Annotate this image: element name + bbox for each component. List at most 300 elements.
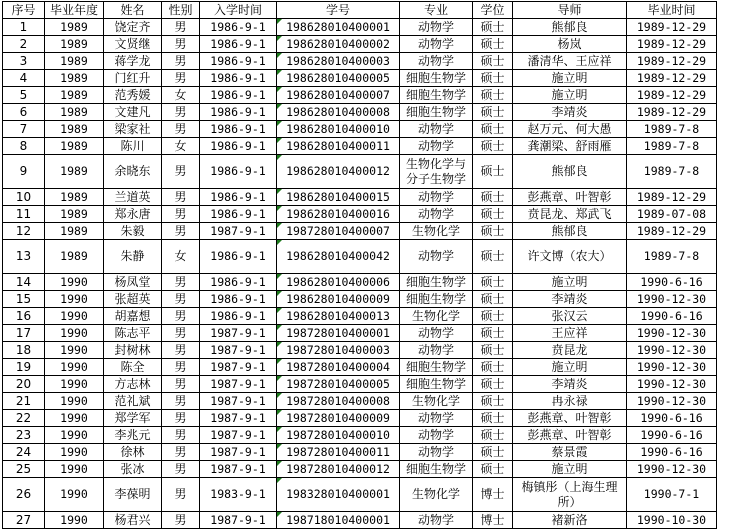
- cell-major[interactable]: 动物学: [400, 121, 473, 138]
- header-name[interactable]: 姓名: [104, 2, 162, 19]
- cell-grad-year[interactable]: 1990: [45, 308, 104, 325]
- cell-grad-year[interactable]: 1990: [45, 376, 104, 393]
- cell-grad-date[interactable]: 1989-7-8: [627, 138, 717, 155]
- cell-sex[interactable]: 男: [162, 189, 200, 206]
- cell-sex[interactable]: 男: [162, 427, 200, 444]
- cell-major[interactable]: 细胞生物学: [400, 359, 473, 376]
- student-id-text: 198728010400008: [286, 393, 390, 408]
- cell-enroll-date[interactable]: 1986-9-1: [200, 19, 277, 36]
- student-id-text: 198628010400042: [286, 249, 390, 263]
- cell-grad-date[interactable]: 1990-6-16: [627, 274, 717, 291]
- cell-name[interactable]: 饶定齐: [104, 19, 162, 36]
- cell-sex[interactable]: 男: [162, 19, 200, 36]
- cell-advisor[interactable]: 潘清华、王应祥: [513, 53, 627, 70]
- cell-sex[interactable]: 男: [162, 359, 200, 376]
- cell-student-id[interactable]: [277, 342, 400, 359]
- cell-major[interactable]: 细胞生物学: [400, 376, 473, 393]
- cell-grad-year[interactable]: 1989: [45, 87, 104, 104]
- student-id-text: 198628010400001: [286, 19, 390, 34]
- cell-name[interactable]: 朱静: [104, 240, 162, 274]
- cell-degree[interactable]: 硕士: [473, 427, 513, 444]
- student-id-text: 198628010400012: [286, 164, 390, 178]
- header-sex[interactable]: 性别: [162, 2, 200, 19]
- cell-degree[interactable]: 硕士: [473, 461, 513, 478]
- cell-enroll-date[interactable]: 1987-9-1: [200, 427, 277, 444]
- cell-student-id[interactable]: [277, 87, 400, 104]
- cell-enroll-date[interactable]: 1986-9-1: [200, 53, 277, 70]
- cell-degree[interactable]: 硕士: [473, 189, 513, 206]
- cell-student-id[interactable]: [277, 359, 400, 376]
- cell-seq[interactable]: 1: [3, 19, 45, 36]
- text-number-warning-icon: [277, 291, 282, 296]
- cell-sex[interactable]: 男: [162, 36, 200, 53]
- cell-grad-year[interactable]: 1990: [45, 359, 104, 376]
- cell-grad-date[interactable]: 1989-07-08: [627, 206, 717, 223]
- cell-advisor[interactable]: 彭燕章、叶智彰: [513, 189, 627, 206]
- cell-student-id[interactable]: [277, 325, 400, 342]
- cell-major[interactable]: 动物学: [400, 36, 473, 53]
- cell-enroll-date[interactable]: 1986-9-1: [200, 155, 277, 189]
- table-row: [3, 36, 717, 53]
- cell-grad-year[interactable]: 1989: [45, 53, 104, 70]
- cell-student-id[interactable]: [277, 512, 400, 529]
- student-id-text: 198628010400009: [286, 291, 390, 306]
- cell-seq[interactable]: 4: [3, 70, 45, 87]
- cell-student-id[interactable]: [277, 19, 400, 36]
- cell-major[interactable]: 动物学: [400, 189, 473, 206]
- cell-advisor[interactable]: 李靖炎: [513, 291, 627, 308]
- cell-enroll-date[interactable]: 1986-9-1: [200, 291, 277, 308]
- cell-advisor[interactable]: 张汉云: [513, 308, 627, 325]
- cell-advisor[interactable]: 施立明: [513, 70, 627, 87]
- cell-sex[interactable]: 男: [162, 325, 200, 342]
- cell-name[interactable]: 朱毅: [104, 223, 162, 240]
- cell-grad-year[interactable]: 1990: [45, 478, 104, 512]
- cell-sex[interactable]: 男: [162, 478, 200, 512]
- cell-grad-year[interactable]: 1990: [45, 291, 104, 308]
- cell-grad-date[interactable]: 1990-12-30: [627, 342, 717, 359]
- cell-student-id[interactable]: [277, 223, 400, 240]
- cell-enroll-date[interactable]: 1987-9-1: [200, 393, 277, 410]
- cell-name[interactable]: 陈川: [104, 138, 162, 155]
- text-number-warning-icon: [277, 461, 282, 466]
- cell-name[interactable]: 方志林: [104, 376, 162, 393]
- cell-enroll-date[interactable]: 1983-9-1: [200, 478, 277, 512]
- cell-major[interactable]: 细胞生物学: [400, 70, 473, 87]
- cell-advisor[interactable]: 熊郁良: [513, 155, 627, 189]
- cell-student-id[interactable]: [277, 410, 400, 427]
- cell-grad-date[interactable]: 1990-12-30: [627, 461, 717, 478]
- cell-major[interactable]: 动物学: [400, 427, 473, 444]
- cell-degree[interactable]: 硕士: [473, 70, 513, 87]
- cell-grad-date[interactable]: 1990-10-30: [627, 512, 717, 529]
- cell-grad-date[interactable]: 1989-12-29: [627, 36, 717, 53]
- cell-grad-year[interactable]: 1989: [45, 223, 104, 240]
- cell-sex[interactable]: 男: [162, 104, 200, 121]
- cell-name[interactable]: 李兆元: [104, 427, 162, 444]
- cell-degree[interactable]: 硕士: [473, 444, 513, 461]
- cell-name[interactable]: 郑永唐: [104, 206, 162, 223]
- cell-seq[interactable]: 16: [3, 308, 45, 325]
- cell-grad-date[interactable]: 1990-12-30: [627, 376, 717, 393]
- cell-advisor[interactable]: 施立明: [513, 87, 627, 104]
- cell-sex[interactable]: 男: [162, 223, 200, 240]
- cell-student-id[interactable]: [277, 240, 400, 274]
- cell-name[interactable]: 陈全: [104, 359, 162, 376]
- header-grad-year[interactable]: 毕业年度: [45, 2, 104, 19]
- cell-seq[interactable]: 7: [3, 121, 45, 138]
- cell-sex[interactable]: 女: [162, 87, 200, 104]
- cell-seq[interactable]: 15: [3, 291, 45, 308]
- cell-name[interactable]: 门红升: [104, 70, 162, 87]
- cell-grad-year[interactable]: 1989: [45, 206, 104, 223]
- cell-grad-date[interactable]: 1990-6-16: [627, 308, 717, 325]
- cell-name[interactable]: 文建凡: [104, 104, 162, 121]
- student-id-text: 198628010400010: [286, 121, 390, 136]
- cell-major[interactable]: 细胞生物学: [400, 104, 473, 121]
- cell-grad-date[interactable]: 1989-7-8: [627, 240, 717, 274]
- cell-seq[interactable]: 23: [3, 427, 45, 444]
- cell-degree[interactable]: 硕士: [473, 53, 513, 70]
- cell-enroll-date[interactable]: 1986-9-1: [200, 206, 277, 223]
- cell-name[interactable]: 郑学军: [104, 410, 162, 427]
- cell-advisor[interactable]: 李靖炎: [513, 104, 627, 121]
- cell-major[interactable]: 动物学: [400, 512, 473, 529]
- cell-grad-date[interactable]: 1989-12-29: [627, 87, 717, 104]
- cell-student-id[interactable]: [277, 478, 400, 512]
- table-row: [3, 444, 717, 461]
- cell-name[interactable]: 梁家社: [104, 121, 162, 138]
- cell-grad-year[interactable]: 1990: [45, 393, 104, 410]
- cell-major[interactable]: 动物学: [400, 342, 473, 359]
- cell-degree[interactable]: 硕士: [473, 325, 513, 342]
- cell-grad-year[interactable]: 1989: [45, 240, 104, 274]
- cell-grad-year[interactable]: 1989: [45, 155, 104, 189]
- cell-name[interactable]: 兰道英: [104, 189, 162, 206]
- cell-seq[interactable]: 9: [3, 155, 45, 189]
- cell-degree[interactable]: 硕士: [473, 87, 513, 104]
- cell-degree[interactable]: 硕士: [473, 121, 513, 138]
- cell-name[interactable]: 范礼斌: [104, 393, 162, 410]
- cell-name[interactable]: 陈志平: [104, 325, 162, 342]
- cell-grad-year[interactable]: 1990: [45, 512, 104, 529]
- cell-major[interactable]: 细胞生物学: [400, 87, 473, 104]
- cell-grad-date[interactable]: 1990-12-30: [627, 359, 717, 376]
- header-enroll-date[interactable]: 入学时间: [200, 2, 277, 19]
- cell-degree[interactable]: 硕士: [473, 359, 513, 376]
- cell-degree[interactable]: 硕士: [473, 342, 513, 359]
- cell-grad-date[interactable]: 1990-12-30: [627, 325, 717, 342]
- cell-name[interactable]: 李葆明: [104, 478, 162, 512]
- cell-advisor[interactable]: 施立明: [513, 461, 627, 478]
- cell-grad-date[interactable]: 1990-12-30: [627, 393, 717, 410]
- cell-degree[interactable]: 硕士: [473, 240, 513, 274]
- header-grad-date[interactable]: 毕业时间: [627, 2, 717, 19]
- cell-enroll-date[interactable]: 1986-9-1: [200, 308, 277, 325]
- text-number-warning-icon: [277, 155, 282, 160]
- cell-seq[interactable]: 17: [3, 325, 45, 342]
- cell-grad-date[interactable]: 1990-6-16: [627, 444, 717, 461]
- cell-major[interactable]: 生物化学: [400, 223, 473, 240]
- cell-grad-date[interactable]: 1989-12-29: [627, 223, 717, 240]
- cell-student-id[interactable]: [277, 444, 400, 461]
- cell-enroll-date[interactable]: 1987-9-1: [200, 512, 277, 529]
- cell-enroll-date[interactable]: 1986-9-1: [200, 36, 277, 53]
- cell-degree[interactable]: 博士: [473, 478, 513, 512]
- cell-enroll-date[interactable]: 1987-9-1: [200, 342, 277, 359]
- cell-enroll-date[interactable]: 1987-9-1: [200, 325, 277, 342]
- cell-sex[interactable]: 男: [162, 53, 200, 70]
- cell-major[interactable]: 生物化学与分子生物学: [400, 155, 473, 189]
- cell-name[interactable]: 杨君兴: [104, 512, 162, 529]
- cell-seq[interactable]: 12: [3, 223, 45, 240]
- cell-seq[interactable]: 19: [3, 359, 45, 376]
- cell-advisor[interactable]: 彭燕章、叶智彰: [513, 427, 627, 444]
- cell-advisor[interactable]: 王应祥: [513, 325, 627, 342]
- cell-name[interactable]: 张冰: [104, 461, 162, 478]
- cell-seq[interactable]: 10: [3, 189, 45, 206]
- table-row: [3, 376, 717, 393]
- header-degree[interactable]: 学位: [473, 2, 513, 19]
- cell-seq[interactable]: 26: [3, 478, 45, 512]
- cell-sex[interactable]: 男: [162, 291, 200, 308]
- cell-degree[interactable]: 硕士: [473, 308, 513, 325]
- cell-degree[interactable]: 硕士: [473, 393, 513, 410]
- cell-student-id[interactable]: [277, 206, 400, 223]
- cell-enroll-date[interactable]: 1986-9-1: [200, 70, 277, 87]
- student-id-text: 198628010400013: [286, 308, 390, 323]
- cell-enroll-date[interactable]: 1987-9-1: [200, 410, 277, 427]
- cell-name[interactable]: 蒋学龙: [104, 53, 162, 70]
- cell-grad-year[interactable]: 1989: [45, 138, 104, 155]
- cell-sex[interactable]: 男: [162, 308, 200, 325]
- cell-name[interactable]: 徐林: [104, 444, 162, 461]
- cell-grad-date[interactable]: 1989-12-29: [627, 189, 717, 206]
- cell-major[interactable]: 动物学: [400, 410, 473, 427]
- cell-name[interactable]: 杨凤堂: [104, 274, 162, 291]
- cell-enroll-date[interactable]: 1986-9-1: [200, 87, 277, 104]
- cell-sex[interactable]: 男: [162, 274, 200, 291]
- cell-student-id[interactable]: [277, 461, 400, 478]
- cell-major[interactable]: 动物学: [400, 138, 473, 155]
- cell-major[interactable]: 细胞生物学: [400, 274, 473, 291]
- cell-student-id[interactable]: [277, 36, 400, 53]
- cell-student-id[interactable]: [277, 138, 400, 155]
- cell-grad-year[interactable]: 1990: [45, 427, 104, 444]
- cell-student-id[interactable]: [277, 121, 400, 138]
- cell-advisor[interactable]: 熊郁良: [513, 223, 627, 240]
- header-major[interactable]: 专业: [400, 2, 473, 19]
- cell-sex[interactable]: 男: [162, 410, 200, 427]
- cell-grad-date[interactable]: 1990-6-16: [627, 410, 717, 427]
- cell-seq[interactable]: 24: [3, 444, 45, 461]
- cell-advisor[interactable]: 彭燕章、叶智彰: [513, 410, 627, 427]
- cell-major[interactable]: 生物化学: [400, 308, 473, 325]
- cell-sex[interactable]: 男: [162, 512, 200, 529]
- cell-seq[interactable]: 21: [3, 393, 45, 410]
- cell-major[interactable]: 细胞生物学: [400, 291, 473, 308]
- cell-seq[interactable]: 20: [3, 376, 45, 393]
- cell-enroll-date[interactable]: 1987-9-1: [200, 359, 277, 376]
- cell-sex[interactable]: 男: [162, 461, 200, 478]
- cell-degree[interactable]: 硕士: [473, 410, 513, 427]
- student-id-text: 198718010400001: [286, 512, 390, 527]
- cell-advisor[interactable]: 赵万元、何大愚: [513, 121, 627, 138]
- cell-grad-year[interactable]: 1990: [45, 444, 104, 461]
- cell-seq[interactable]: 27: [3, 512, 45, 529]
- cell-seq[interactable]: 2: [3, 36, 45, 53]
- cell-major[interactable]: 细胞生物学: [400, 461, 473, 478]
- cell-grad-date[interactable]: 1990-12-30: [627, 291, 717, 308]
- table-row: [3, 53, 717, 70]
- cell-enroll-date[interactable]: 1986-9-1: [200, 189, 277, 206]
- cell-advisor[interactable]: 贲昆龙: [513, 342, 627, 359]
- text-number-warning-icon: [277, 53, 282, 58]
- cell-name[interactable]: 文贤继: [104, 36, 162, 53]
- cell-degree[interactable]: 硕士: [473, 291, 513, 308]
- cell-degree[interactable]: 硕士: [473, 104, 513, 121]
- cell-sex[interactable]: 女: [162, 138, 200, 155]
- cell-student-id[interactable]: [277, 291, 400, 308]
- cell-advisor[interactable]: 许文博（农大）: [513, 240, 627, 274]
- cell-seq[interactable]: 13: [3, 240, 45, 274]
- cell-advisor[interactable]: 熊郁良: [513, 19, 627, 36]
- cell-degree[interactable]: 硕士: [473, 155, 513, 189]
- cell-name[interactable]: 张超英: [104, 291, 162, 308]
- cell-grad-date[interactable]: 1989-12-29: [627, 70, 717, 87]
- cell-seq[interactable]: 6: [3, 104, 45, 121]
- cell-name[interactable]: 封树林: [104, 342, 162, 359]
- cell-grad-year[interactable]: 1989: [45, 70, 104, 87]
- cell-major[interactable]: 动物学: [400, 325, 473, 342]
- text-number-warning-icon: [277, 87, 282, 92]
- cell-grad-date[interactable]: 1989-7-8: [627, 155, 717, 189]
- cell-grad-year[interactable]: 1989: [45, 121, 104, 138]
- cell-sex[interactable]: 男: [162, 121, 200, 138]
- cell-enroll-date[interactable]: 1986-9-1: [200, 121, 277, 138]
- cell-degree[interactable]: 硕士: [473, 19, 513, 36]
- cell-seq[interactable]: 11: [3, 206, 45, 223]
- cell-sex[interactable]: 男: [162, 376, 200, 393]
- cell-degree[interactable]: 硕士: [473, 223, 513, 240]
- cell-seq[interactable]: 22: [3, 410, 45, 427]
- cell-student-id[interactable]: [277, 104, 400, 121]
- cell-grad-date[interactable]: 1990-6-16: [627, 427, 717, 444]
- cell-grad-date[interactable]: 1989-12-29: [627, 53, 717, 70]
- cell-enroll-date[interactable]: 1986-9-1: [200, 274, 277, 291]
- cell-name[interactable]: 胡嘉想: [104, 308, 162, 325]
- cell-student-id[interactable]: [277, 53, 400, 70]
- cell-enroll-date[interactable]: 1987-9-1: [200, 444, 277, 461]
- cell-student-id[interactable]: [277, 427, 400, 444]
- cell-enroll-date[interactable]: 1987-9-1: [200, 223, 277, 240]
- cell-student-id[interactable]: [277, 376, 400, 393]
- cell-grad-year[interactable]: 1990: [45, 325, 104, 342]
- cell-grad-year[interactable]: 1989: [45, 104, 104, 121]
- cell-degree[interactable]: 硕士: [473, 274, 513, 291]
- cell-student-id[interactable]: [277, 155, 400, 189]
- cell-degree[interactable]: 硕士: [473, 376, 513, 393]
- cell-advisor[interactable]: 施立明: [513, 359, 627, 376]
- cell-advisor[interactable]: 褚新洛: [513, 512, 627, 529]
- cell-name[interactable]: 余晓东: [104, 155, 162, 189]
- cell-advisor[interactable]: 李靖炎: [513, 376, 627, 393]
- cell-sex[interactable]: 男: [162, 70, 200, 87]
- cell-enroll-date[interactable]: 1987-9-1: [200, 376, 277, 393]
- cell-grad-year[interactable]: 1989: [45, 19, 104, 36]
- student-id-text: 198628010400002: [286, 36, 390, 51]
- cell-advisor[interactable]: 冉永禄: [513, 393, 627, 410]
- cell-seq[interactable]: 5: [3, 87, 45, 104]
- cell-major[interactable]: 生物化学: [400, 393, 473, 410]
- cell-grad-date[interactable]: 1989-7-8: [627, 121, 717, 138]
- cell-seq[interactable]: 14: [3, 274, 45, 291]
- cell-student-id[interactable]: [277, 274, 400, 291]
- cell-name[interactable]: 范秀媛: [104, 87, 162, 104]
- cell-seq[interactable]: 18: [3, 342, 45, 359]
- cell-major[interactable]: 动物学: [400, 444, 473, 461]
- cell-sex[interactable]: 男: [162, 155, 200, 189]
- cell-major[interactable]: 动物学: [400, 240, 473, 274]
- cell-degree[interactable]: 博士: [473, 512, 513, 529]
- cell-grad-date[interactable]: 1989-12-29: [627, 104, 717, 121]
- cell-seq[interactable]: 25: [3, 461, 45, 478]
- table-body: [3, 19, 717, 529]
- cell-degree[interactable]: 硕士: [473, 138, 513, 155]
- cell-enroll-date[interactable]: 1986-9-1: [200, 138, 277, 155]
- text-number-warning-icon: [277, 138, 282, 143]
- cell-student-id[interactable]: [277, 189, 400, 206]
- cell-student-id[interactable]: [277, 308, 400, 325]
- cell-sex[interactable]: 男: [162, 444, 200, 461]
- cell-degree[interactable]: 硕士: [473, 206, 513, 223]
- cell-degree[interactable]: 硕士: [473, 36, 513, 53]
- cell-seq[interactable]: 3: [3, 53, 45, 70]
- cell-grad-year[interactable]: 1990: [45, 274, 104, 291]
- cell-grad-year[interactable]: 1989: [45, 36, 104, 53]
- cell-grad-year[interactable]: 1990: [45, 461, 104, 478]
- cell-sex[interactable]: 男: [162, 206, 200, 223]
- cell-enroll-date[interactable]: 1986-9-1: [200, 104, 277, 121]
- cell-grad-year[interactable]: 1990: [45, 342, 104, 359]
- cell-major[interactable]: 动物学: [400, 53, 473, 70]
- header-advisor[interactable]: 导师: [513, 2, 627, 19]
- cell-major[interactable]: 动物学: [400, 206, 473, 223]
- cell-major[interactable]: 生物化学: [400, 478, 473, 512]
- cell-grad-date[interactable]: 1989-12-29: [627, 19, 717, 36]
- cell-grad-year[interactable]: 1989: [45, 189, 104, 206]
- cell-advisor[interactable]: 施立明: [513, 274, 627, 291]
- cell-enroll-date[interactable]: 1987-9-1: [200, 461, 277, 478]
- cell-advisor[interactable]: 蔡景霞: [513, 444, 627, 461]
- cell-major[interactable]: 动物学: [400, 19, 473, 36]
- cell-advisor[interactable]: 贲昆龙、郑武飞: [513, 206, 627, 223]
- header-seq[interactable]: 序号: [3, 2, 45, 19]
- cell-seq[interactable]: 8: [3, 138, 45, 155]
- cell-sex[interactable]: 男: [162, 393, 200, 410]
- cell-grad-date[interactable]: 1990-7-1: [627, 478, 717, 512]
- cell-advisor[interactable]: 龚潮梁、舒雨雁: [513, 138, 627, 155]
- cell-student-id[interactable]: [277, 70, 400, 87]
- header-student-id[interactable]: 学号: [277, 2, 400, 19]
- cell-grad-year[interactable]: 1990: [45, 410, 104, 427]
- cell-advisor[interactable]: 杨岚: [513, 36, 627, 53]
- cell-sex[interactable]: 女: [162, 240, 200, 274]
- cell-sex[interactable]: 男: [162, 342, 200, 359]
- cell-enroll-date[interactable]: 1986-9-1: [200, 240, 277, 274]
- cell-advisor[interactable]: 梅镇彤（上海生理所）: [513, 478, 627, 512]
- cell-student-id[interactable]: [277, 393, 400, 410]
